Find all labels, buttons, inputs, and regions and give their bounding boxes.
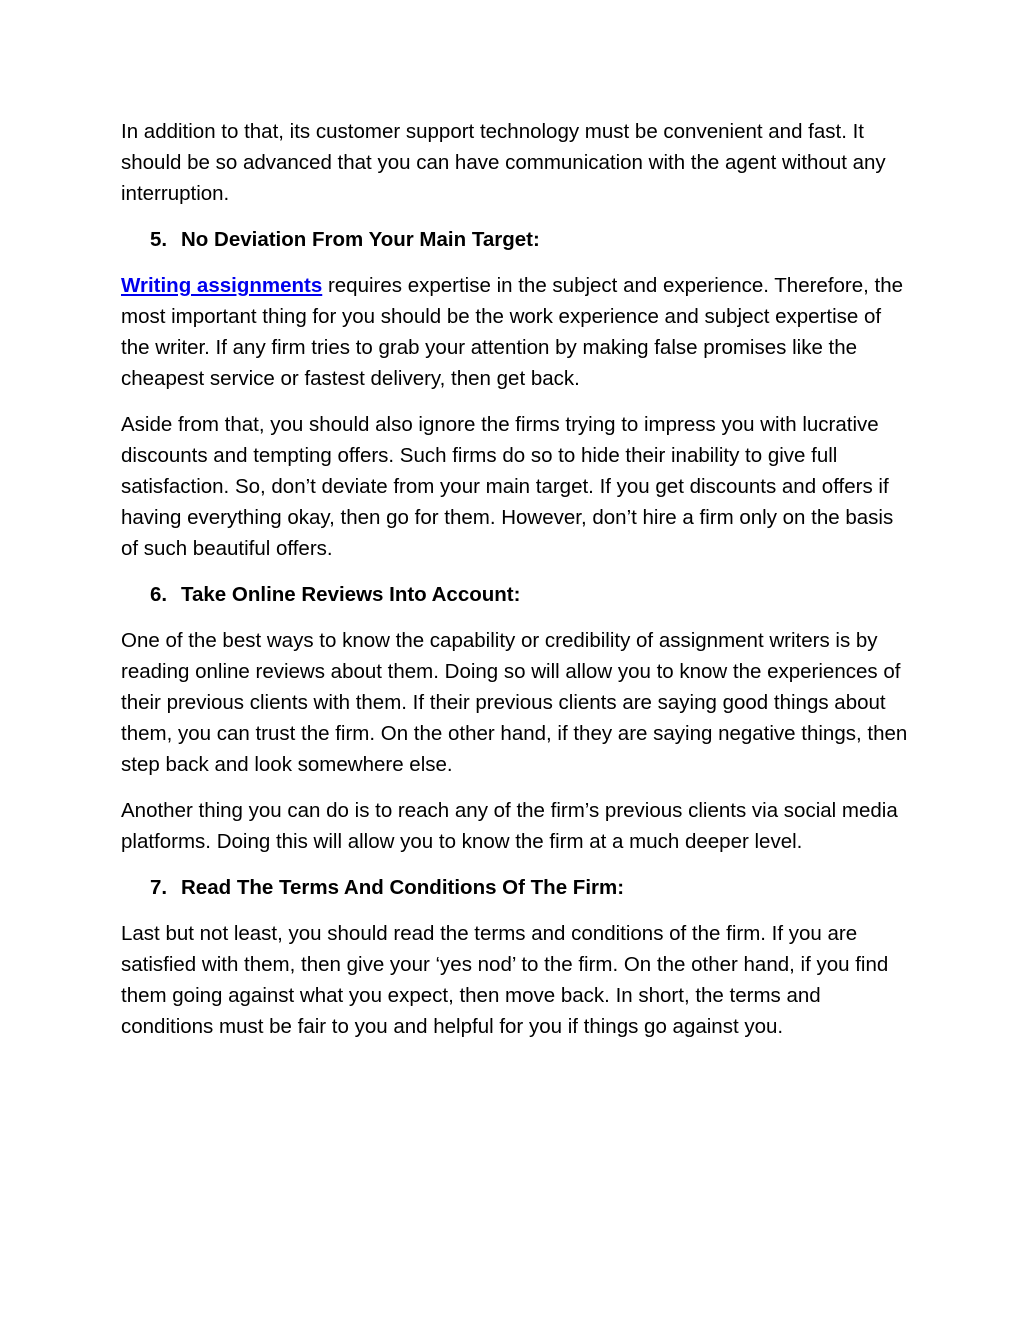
- section-5-heading: [121, 224, 911, 255]
- section-6-paragraph-2: Another thing you can do is to reach any of the firm’s previous clients via social media platforms. Doing this will allow you to know the firm at a much deeper level.: [121, 799, 898, 853]
- section-5-paragraph-1-text: requires expertise in the subject and experience. Therefore, the most important thing for you should be the work experience and subject expertise of the writer. If any firm tries to grab your attention by making false promises like the cheapest service or fastest delivery, then get back.: [121, 274, 904, 390]
- section-5-title: No Deviation From Your Main Target:: [181, 228, 540, 251]
- writing-assignments-link[interactable]: Writing assignments: [121, 274, 323, 297]
- document-page: [121, 116, 911, 1057]
- section-5-paragraph-2: Aside from that, you should also ignore the firms trying to impress you with lucrative discounts and tempting offers. Such firms do so to hide their inability to give full satisfaction. So, don’t deviate from your main target. If you get discounts and offers if having everything okay, then go for them. However, don’t hire a firm only on the basis of such beautiful offers.: [121, 413, 894, 560]
- section-7-number: 7.: [150, 876, 168, 899]
- section-7-title: Read The Terms And Conditions Of The Firm:: [181, 876, 625, 899]
- section-6-heading: [121, 579, 911, 610]
- section-6-number: 6.: [150, 583, 168, 606]
- section-6-paragraph-1: One of the best ways to know the capability or credibility of assignment writers is by reading online reviews about them. Doing so will allow you to know the experiences of their previous clients with them. If their previous clients are saying good things about them, you can trust the firm. On the other hand, if they are saying negative things, then step back and look somewhere else.: [121, 629, 908, 776]
- section-7-heading: [121, 872, 911, 903]
- section-6-title: Take Online Reviews Into Account:: [181, 583, 521, 606]
- intro-paragraph: In addition to that, its customer support technology must be convenient and fast. It should be so advanced that you can have communication with the agent without any interruption.: [121, 120, 886, 205]
- section-5-paragraph-1: [121, 270, 911, 394]
- section-5-number: 5.: [150, 228, 168, 251]
- section-7-paragraph-1: Last but not least, you should read the terms and conditions of the firm. If you are satisfied with them, then give your ‘yes nod’ to the firm. On the other hand, if you find them going against what you expect, then move back. In short, the terms and conditions must be fair to you and helpful for you if things go against you.: [121, 922, 889, 1038]
